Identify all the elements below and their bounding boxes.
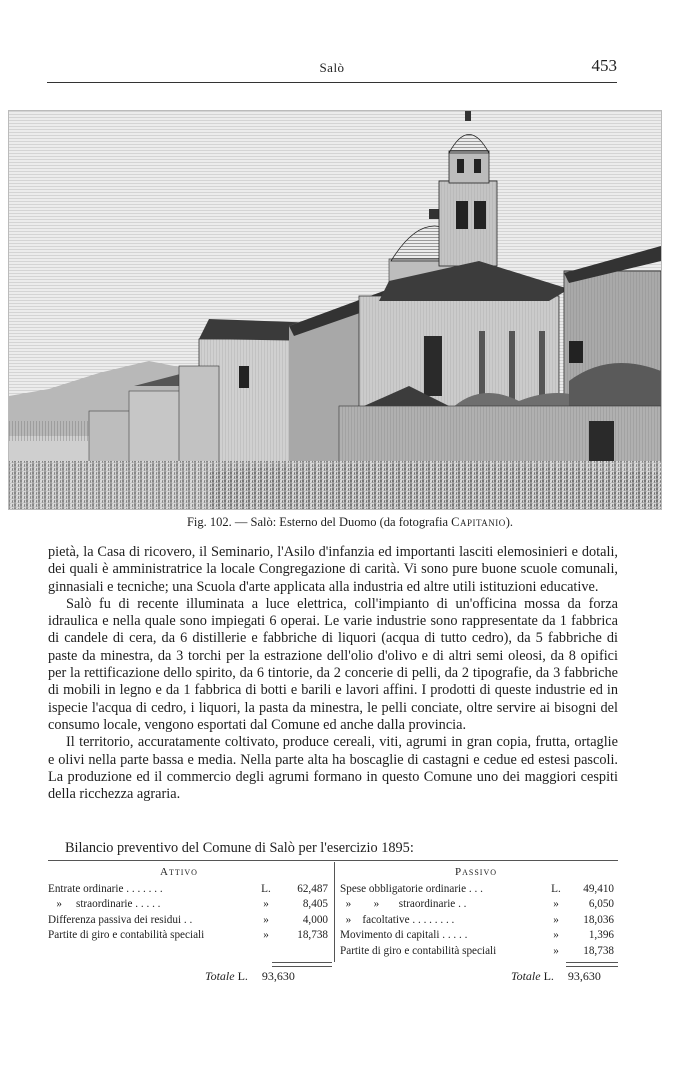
row-unit: » (263, 929, 269, 942)
body-text (48, 544, 618, 803)
passivo-total (511, 969, 601, 984)
row-label: Movimento di capitali . . . . . (340, 929, 468, 942)
caption-credit: Capitanio (451, 515, 506, 529)
total-label: Totale (511, 969, 541, 983)
row-value: 49,410 (583, 883, 614, 895)
row-unit: L. (261, 883, 271, 895)
passivo-heading: Passivo (455, 866, 498, 878)
passivo-total-rule (566, 962, 618, 967)
row-label: Partite di giro e contabilità speciali (48, 929, 205, 942)
row-value: 1,396 (588, 929, 614, 942)
row-value: 4,000 (302, 913, 328, 926)
row-unit: L. (551, 883, 561, 895)
attivo-total-rule (272, 962, 332, 967)
row-value: 18,738 (583, 944, 614, 957)
paragraph: Il territorio, accuratamente coltivato, produce cereali, viti, agrumi in gran copia, frutta, ortaglie e olivi nella parte bassa e media. Nella parte alta ha boscaglie di castagni e cedue ed estesi pascoli. La produzione ed il commercio degli agrumi formano in questo Comune uno dei maggiori cespiti della ricchezza agraria. (48, 734, 618, 803)
row-value: 6,050 (588, 898, 614, 911)
row-unit: » (553, 913, 559, 926)
table-row (340, 882, 618, 897)
row-unit: » (553, 944, 559, 957)
table-row (340, 944, 618, 959)
table-row (340, 913, 618, 928)
caption-end: ). (505, 515, 514, 529)
table-row (48, 882, 330, 897)
table-row (48, 897, 330, 912)
row-unit: » (263, 898, 269, 911)
row-value: 18,036 (583, 913, 614, 926)
page-number: 453 (591, 56, 617, 75)
duomo-engraving (9, 111, 661, 509)
table-row (340, 928, 618, 943)
total-unit: L. (543, 969, 554, 983)
caption-text: Fig. 102. — Salò: Esterno del Duomo (da fotografia (186, 515, 449, 529)
total-value: 93,630 (261, 969, 295, 983)
table-top-rule (48, 860, 618, 861)
total-label: Totale (205, 969, 235, 983)
row-value: 8,405 (302, 898, 328, 911)
table-row (48, 913, 330, 928)
column-divider (334, 862, 335, 962)
passivo-table (340, 882, 618, 959)
paragraph: pietà, la Casa di ricovero, il Seminario, l'Asilo d'infanzia ed importanti lasciti elemosinieri e dotali, dei quali è amministratrice la locale Congregazione di carità. Vi sono pure buone scuole comunali, ginnasiali e tecniche; una Scuola d'arte applicata alla industria ed altre utili istituzioni educative. (48, 544, 618, 595)
row-label: » straordinarie . . . . . (48, 898, 161, 911)
row-value: 62,487 (297, 883, 328, 895)
table-row (48, 928, 330, 943)
attivo-table (48, 882, 330, 944)
total-unit: L. (237, 969, 248, 983)
row-label: Entrate ordinarie . . . . . . . (48, 883, 163, 895)
row-label: Spese obbligatorie ordinarie . . . (340, 883, 483, 895)
row-label: » facoltative . . . . . . . . (340, 913, 455, 926)
figure-caption (0, 515, 700, 530)
row-unit: » (553, 929, 559, 942)
row-value: 18,738 (297, 929, 328, 942)
engraving-illustration (8, 110, 662, 510)
row-unit: » (263, 913, 269, 926)
paragraph: Salò fu di recente illuminata a luce elettrica, coll'impianto di un'officina mossa da forza idraulica e nella quale sono impiegati 6 operai. Le varie industrie sono rappresentate da 1 fabbrica di candele di cera, da 6 distillerie e fabbriche di liquori (acqua di tutto cedro), da 5 fabbriche di paste da minestra, da 3 torchi per la estrazione dell'olio d'olivo e di altri semi oleosi, da 8 opifici per la rettificazione dello spirito, da 6 tintorie, da 2 concerie di pelli, da 2 tipografie, da 3 fabbriche di mobili in legno e da 1 fabbrica di botti e barili e lavori affini. I prodotti di queste industrie ed in ispecie l'acqua di cedro, i liquori, la pasta da minestra, le pelli conciate, oltre servire ai bisogni del consumo locale, vengono esportati dal Comune ed anche dalla provincia. (48, 595, 618, 733)
attivo-total (205, 969, 295, 984)
running-header (47, 56, 617, 80)
row-label: Partite di giro e contabilità speciali (340, 944, 497, 957)
table-row (340, 897, 618, 912)
row-unit: » (553, 898, 559, 911)
row-label: Differenza passiva dei residui . . (48, 913, 193, 926)
total-value: 93,630 (567, 969, 601, 983)
header-rule (47, 82, 617, 83)
bilancio-title: Bilancio preventivo del Comune di Salò per l'esercizio 1895: (65, 840, 414, 856)
attivo-heading: Attivo (160, 866, 198, 878)
running-title: Salò (319, 60, 345, 75)
row-label: » » straordinarie . . (340, 898, 467, 911)
